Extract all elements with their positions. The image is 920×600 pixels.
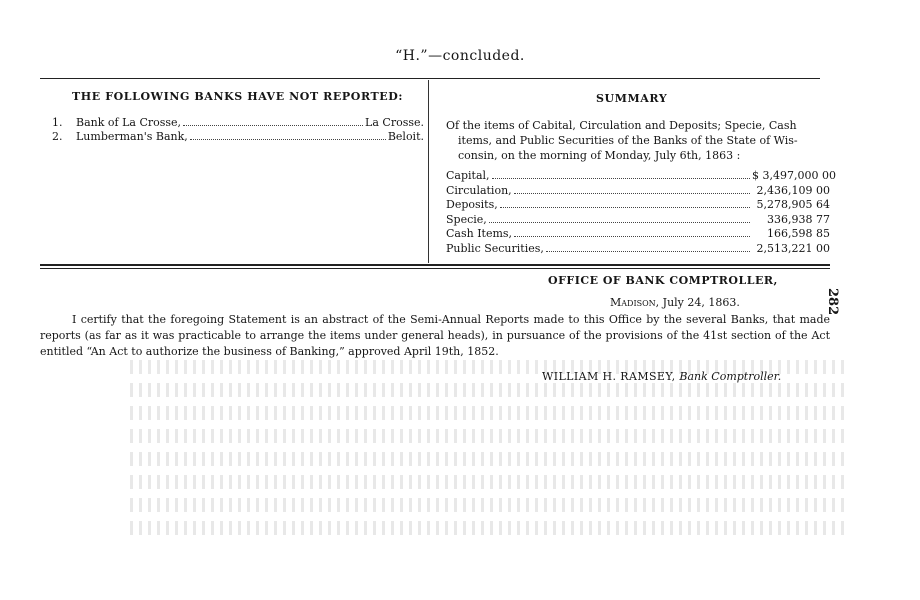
summary-description-line: items, and Public Securities of the Banks of the State of Wis- <box>458 134 798 147</box>
bank-number: 2. <box>52 130 63 143</box>
summary-amount: $ 3,497,000 00 <box>752 169 836 182</box>
summary-amount: 166,598 85 <box>767 227 830 240</box>
dot-leader <box>514 193 750 194</box>
section-rule <box>40 264 830 266</box>
office-title: OFFICE OF BANK COMPTROLLER, <box>548 274 778 287</box>
top-rule <box>40 78 820 79</box>
section-rule <box>40 268 830 269</box>
summary-label: Deposits, <box>446 198 498 211</box>
summary-heading: SUMMARY <box>596 92 668 105</box>
not-reported-heading: THE FOLLOWING BANKS HAVE NOT REPORTED: <box>72 90 404 103</box>
summary-label: Capital, <box>446 169 490 182</box>
summary-description <box>446 118 830 163</box>
dot-leader <box>492 178 750 179</box>
summary-label: Circulation, <box>446 183 512 197</box>
dateline-date: July 24, 1863. <box>662 296 740 309</box>
page-number: 282 <box>825 288 840 316</box>
dateline <box>610 296 740 309</box>
dot-leader <box>489 222 750 223</box>
signer-name: WILLIAM H. RAMSEY, <box>542 370 676 383</box>
table-row <box>446 213 830 228</box>
table-row <box>446 227 830 242</box>
dateline-place: Madison, <box>610 296 660 309</box>
column-divider <box>428 80 429 263</box>
dot-leader <box>514 236 750 237</box>
bank-location: La Crosse. <box>365 116 424 129</box>
bleed-through-text <box>130 360 850 560</box>
summary-label: Specie, <box>446 212 487 226</box>
dot-leader <box>183 125 363 126</box>
table-row <box>446 169 836 184</box>
summary-amount: 2,436,109 00 <box>756 183 830 197</box>
summary-amount: 5,278,905 64 <box>756 198 830 211</box>
bank-number: 1. <box>52 116 63 129</box>
signature <box>542 370 781 383</box>
certification-text: I certify that the foregoing Statement is an abstract of the Semi-Annual Reports made to this Office by the several Banks, that made reports (as far as it was practicable to arrange the items under general heads), in pursuance of the provisions of the 41st section of the Act entitled “An Act to authorize the business of Banking,” approved April 19th, 1852. <box>40 313 830 358</box>
summary-label: Cash Items, <box>446 227 513 240</box>
bank-name: Lumberman's Bank, <box>76 130 188 143</box>
summary-label: Public Securities, <box>446 241 544 255</box>
summary-description-line: consin, on the morning of Monday, July 6th, 1863 : <box>458 149 741 162</box>
table-row <box>446 198 830 213</box>
bank-name: Bank of La Crosse, <box>76 116 182 129</box>
summary-description-line: Of the items of Cabital, Circulation and Deposits; Specie, Cash <box>446 119 797 132</box>
dot-leader <box>546 251 750 252</box>
summary-amount: 336,938 77 <box>767 212 830 226</box>
table-row <box>446 242 830 257</box>
page-title: “H.”—concluded. <box>395 48 525 64</box>
certification-paragraph <box>40 312 830 360</box>
summary-table <box>446 169 836 256</box>
list-item <box>52 130 424 144</box>
table-row <box>446 184 830 199</box>
list-item <box>52 116 424 130</box>
dot-leader <box>190 139 386 140</box>
not-reported-list <box>52 116 424 144</box>
bank-location: Beloit. <box>387 130 424 143</box>
signer-role: Bank Comptroller. <box>679 370 782 383</box>
summary-amount: 2,513,221 00 <box>756 241 830 255</box>
dot-leader <box>500 207 750 208</box>
